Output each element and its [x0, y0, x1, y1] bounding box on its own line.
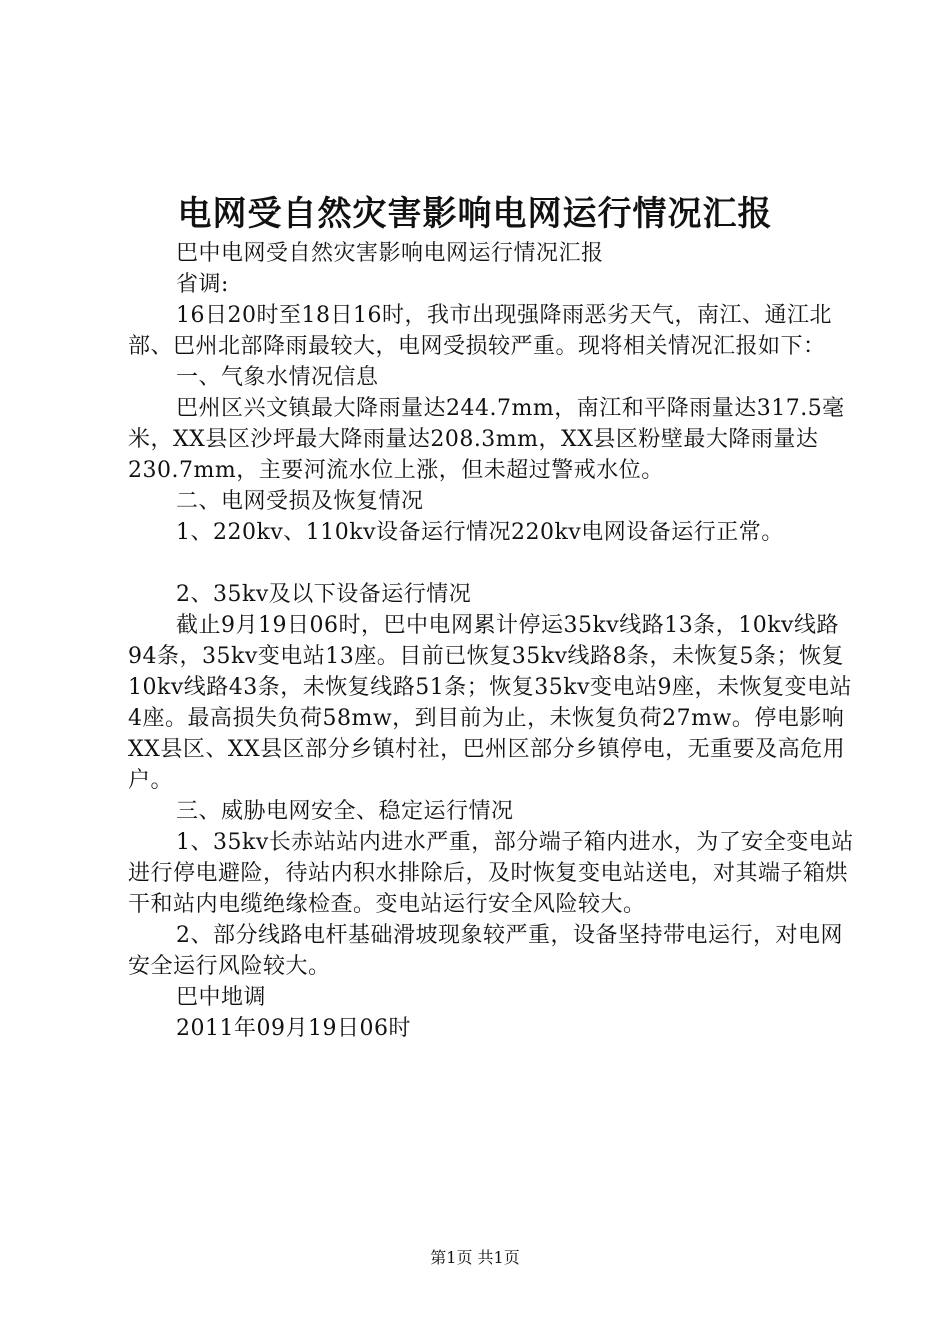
date-line: 2011年09月19日06时: [176, 1016, 411, 1041]
damage-paragraph-35kv: 截止9月19日06时，巴中电网累计停运35kv线路13条，10kv线路94条，35kv变电站13座。目前已恢复35kv线路8条，未恢复5条；恢复10kv线路43条，未恢复线路51条；恢复35kv变电站9座，未恢复变电站4座。最高损失负荷58mw，到目前为止，未恢复负荷27mw。停电影响XX县区、XX县区部分乡镇村社，巴州区部分乡镇停电，无重要及高危用户。: [128, 613, 852, 793]
damage-paragraph-220kv: 1、220kv、110kv设备运行情况220kv电网设备运行正常。: [176, 520, 784, 545]
intro-paragraph: 16日20时至18日16时，我市出现强降雨恶劣天气，南江、通江北部、巴州北部降雨最较大，电网受损较严重。现将相关情况汇报如下：: [128, 303, 832, 359]
threat-paragraph-1: 1、35kv长赤站站内进水严重，部分端子箱内进水，为了安全变电站进行停电避险，待站内积水排除后，及时恢复变电站送电，对其端子箱烘干和站内电缆绝缘检查。变电站运行安全风险较大。: [128, 830, 854, 917]
section-heading-weather: 一、气象水情况信息: [176, 365, 379, 390]
page-number: 第1页 共1页: [430, 1248, 520, 1267]
section-heading-threat: 三、威胁电网安全、稳定运行情况: [176, 799, 514, 824]
weather-paragraph: 巴州区兴文镇最大降雨量达244.7mm，南江和平降雨量达317.5毫米，XX县区沙坪最大降雨量达208.3mm，XX县区粉壁最大降雨量达230.7mm，主要河流水位上涨，但未超过警戒水位。: [128, 396, 845, 483]
signature: 巴中地调: [176, 985, 267, 1010]
document-body: [128, 238, 856, 1044]
salutation: 省调:: [176, 272, 229, 297]
damage-heading-35kv: 2、35kv及以下设备运行情况: [176, 582, 472, 607]
threat-paragraph-2: 2、部分线路电杆基础滑坡现象较严重，设备坚持带电运行，对电网安全运行风险较大。: [128, 923, 843, 979]
document-title: 电网受自然灾害影响电网运行情况汇报: [177, 194, 773, 234]
section-heading-damage: 二、电网受损及恢复情况: [176, 489, 424, 514]
subtitle-paragraph: 巴中电网受自然灾害影响电网运行情况汇报: [176, 241, 604, 266]
